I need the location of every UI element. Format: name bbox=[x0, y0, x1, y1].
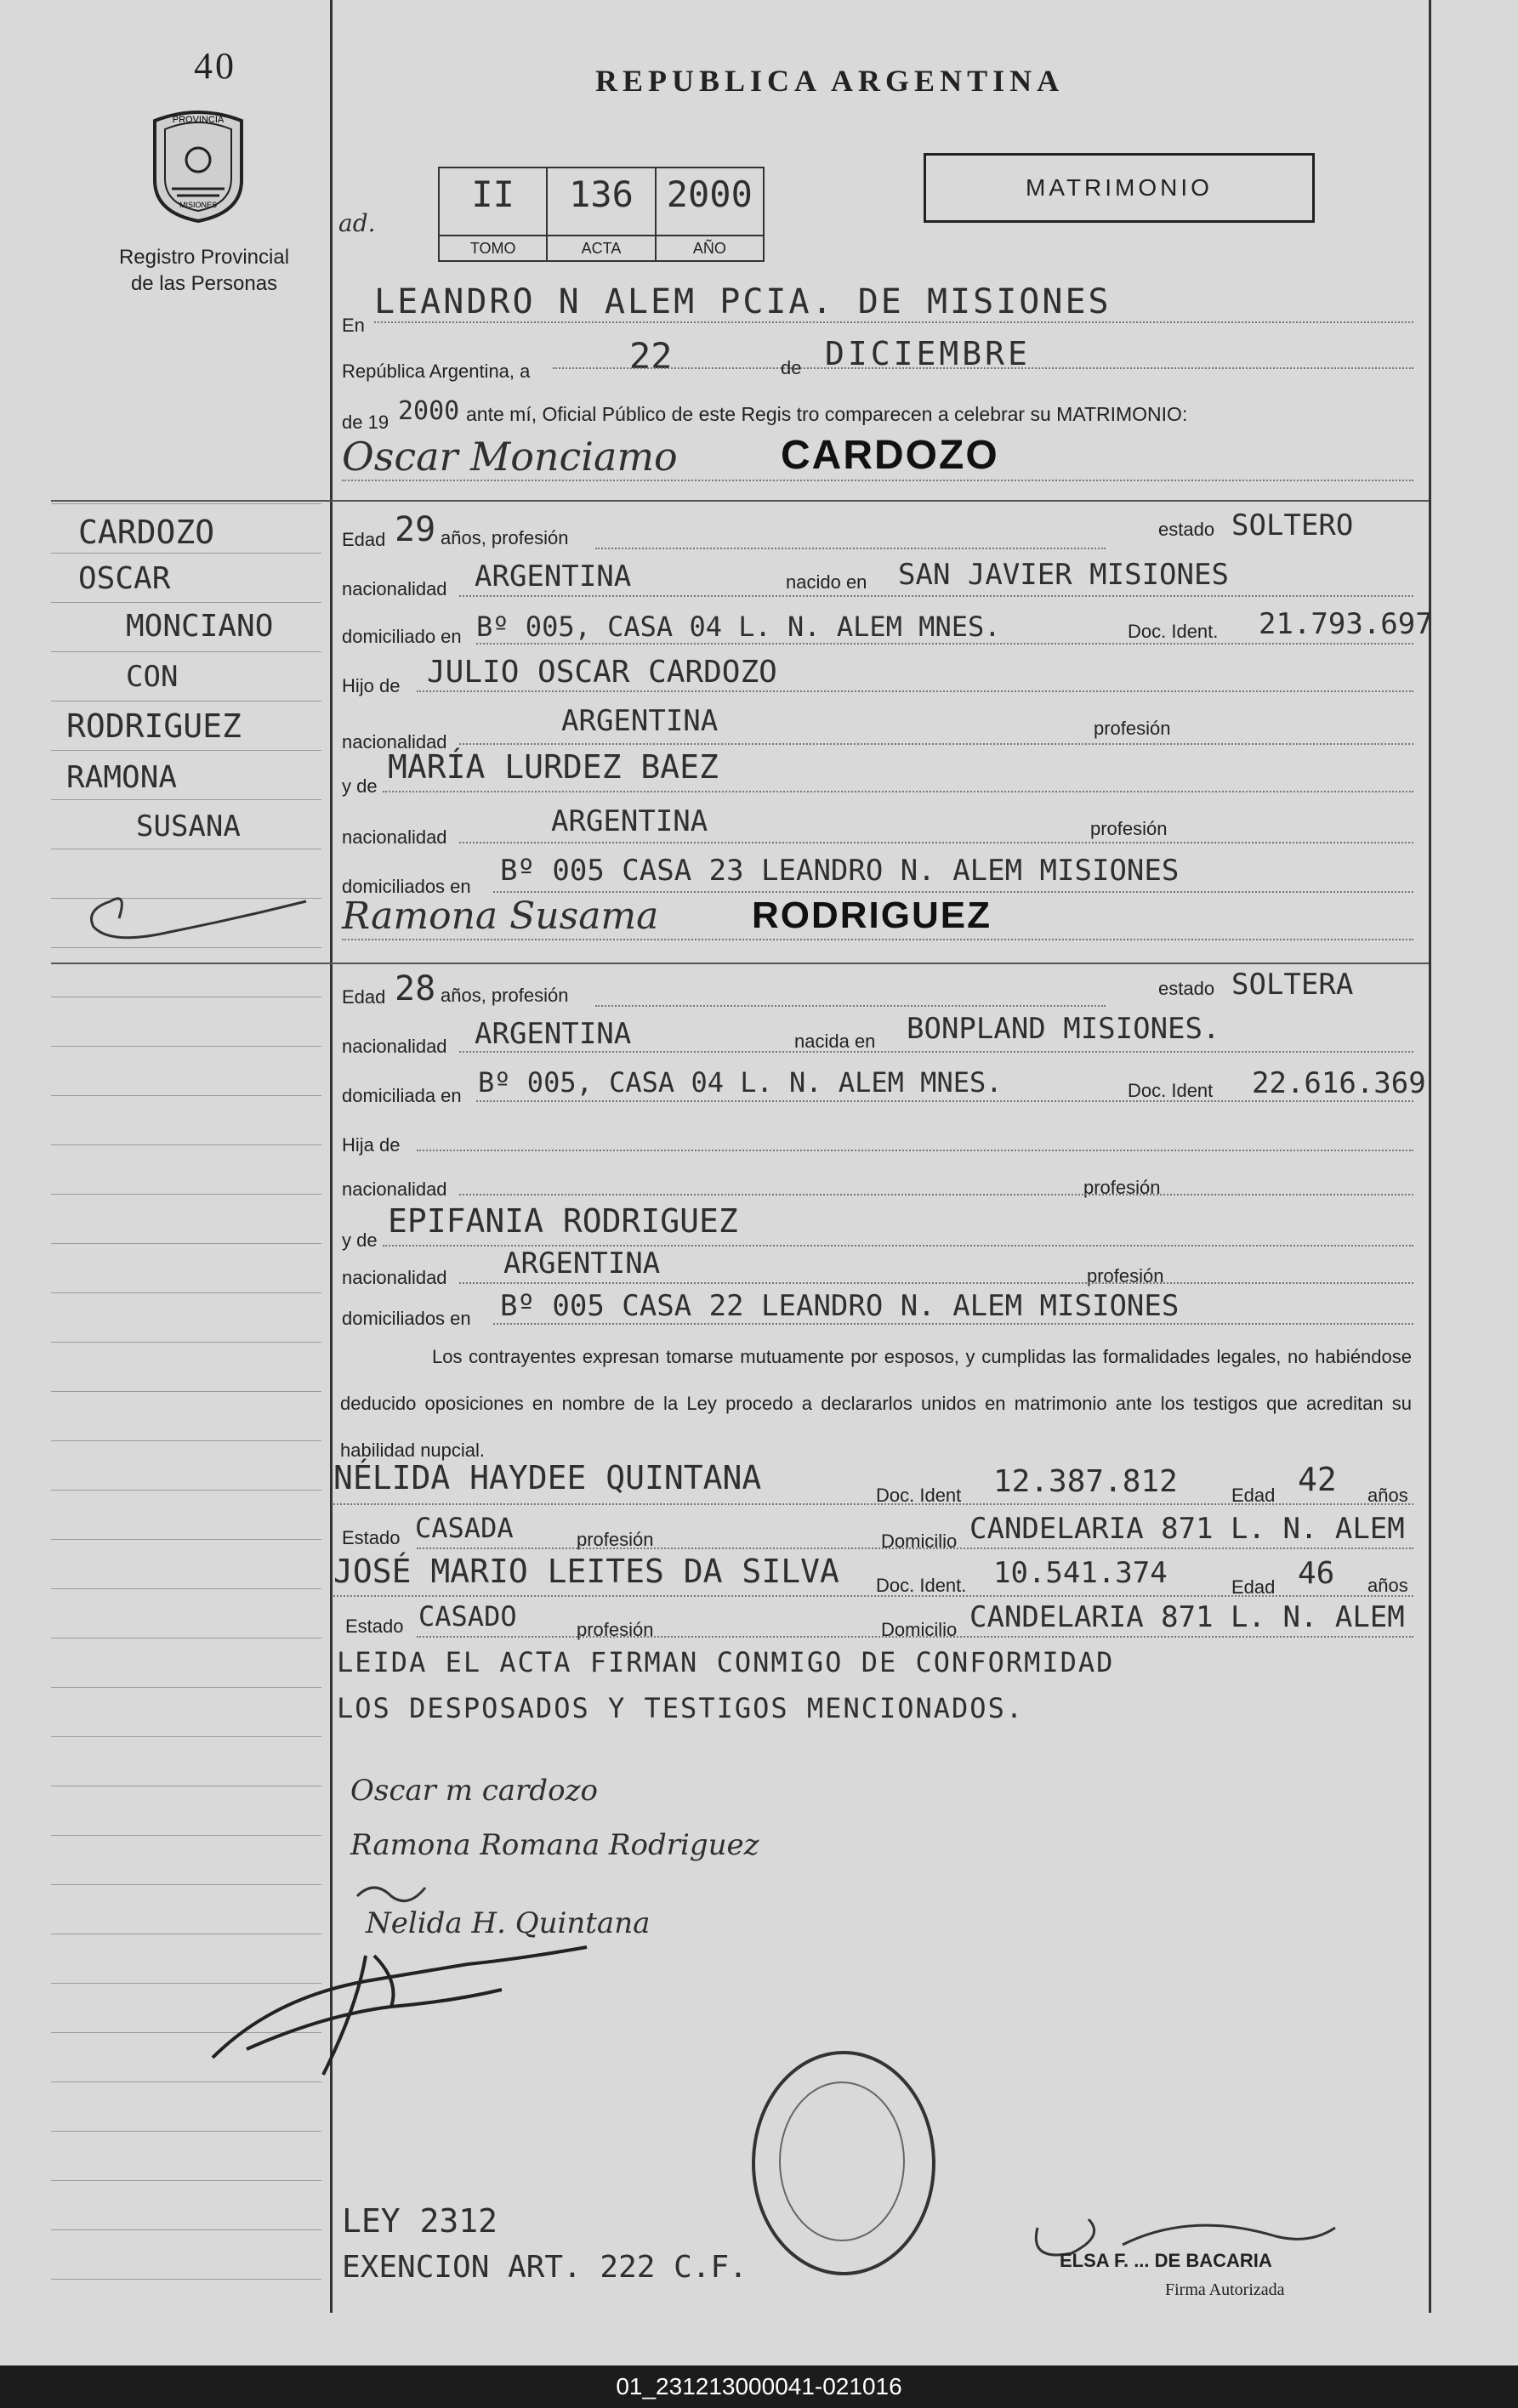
registry-name: Registro Provincial de las Personas bbox=[118, 246, 290, 295]
provincial-crest-icon bbox=[146, 104, 250, 223]
margin-line3: MONCIANO bbox=[126, 609, 274, 644]
witness2-estado-line bbox=[417, 1636, 1413, 1638]
year-value: 2000 bbox=[398, 396, 460, 426]
bride-birthplace: BONPLAND MISIONES. bbox=[907, 1012, 1220, 1046]
groom-edad-label: Edad bbox=[342, 529, 386, 550]
bride-father-line bbox=[459, 1194, 1413, 1195]
witness2-doc: 10.541.374 bbox=[993, 1556, 1168, 1590]
margin-flourish-icon bbox=[77, 884, 315, 952]
bride-parents-dom-label: domiciliados en bbox=[342, 1308, 471, 1329]
tomo-acta-box bbox=[438, 167, 765, 262]
bride-edad-label: Edad bbox=[342, 986, 386, 1008]
record-type-box: MATRIMONIO bbox=[924, 153, 1315, 223]
bride-nac-line bbox=[459, 1051, 1413, 1053]
bride-father-nac-label: nacionalidad bbox=[342, 1178, 447, 1200]
groom-father-nat: ARGENTINA bbox=[561, 704, 719, 738]
witness1-edad-label: Edad bbox=[1231, 1485, 1276, 1506]
groom-father-line bbox=[459, 743, 1413, 745]
groom-mother-line bbox=[383, 791, 1413, 792]
groom-address: Bº 005, CASA 04 L. N. ALEM MNES. bbox=[476, 611, 1001, 643]
crest-text-top: PROVINCIA bbox=[172, 115, 225, 125]
groom-birthplace: SAN JAVIER MISIONES bbox=[898, 558, 1229, 592]
witness2-name: JOSÉ MARIO LEITES DA SILVA bbox=[333, 1553, 839, 1590]
signature-bride: Ramona Romana Rodriguez bbox=[350, 1828, 759, 1862]
groom-nacido-label: nacido en bbox=[786, 571, 867, 593]
country-title: REPUBLICA ARGENTINA bbox=[595, 64, 1065, 98]
exemption-note: EXENCION ART. 222 C.F. bbox=[342, 2250, 748, 2285]
bride-address: Bº 005, CASA 04 L. N. ALEM MNES. bbox=[478, 1066, 1003, 1099]
bride-parents-line bbox=[493, 1323, 1413, 1325]
acta-cell: 136 ACTA bbox=[548, 168, 656, 260]
groom-mother-nac-label: nacionalidad bbox=[342, 826, 447, 848]
groom-profesion-label: años, profesión bbox=[441, 527, 569, 548]
bride-nationality: ARGENTINA bbox=[475, 1017, 632, 1051]
closing-line2: LOS DESPOSADOS Y TESTIGOS MENCIONADOS. bbox=[337, 1692, 1025, 1724]
republic-label: República Argentina, a bbox=[342, 361, 531, 382]
witness2-edad-label: Edad bbox=[1231, 1576, 1276, 1598]
margin-line6: RAMONA bbox=[66, 760, 178, 795]
witness1-anos-label: años bbox=[1367, 1485, 1408, 1506]
bride-name-line bbox=[342, 939, 1413, 940]
witness1-doc-label: Doc. Ident bbox=[876, 1485, 962, 1506]
place-line bbox=[374, 321, 1413, 323]
bride-hija-label: Hija de bbox=[342, 1134, 401, 1156]
groom-surname-stamp: CARDOZO bbox=[781, 433, 999, 478]
official-name: ELSA F. ... DE BACARIA bbox=[1060, 2250, 1272, 2271]
margin-line7: SUSANA bbox=[136, 809, 241, 843]
groom-name: Oscar Monciamo bbox=[342, 434, 678, 480]
groom-age: 29 bbox=[395, 510, 436, 549]
place-value: LEANDRO N ALEM PCIA. DE MISIONES bbox=[374, 282, 1111, 321]
closing-line1: LEIDA EL ACTA FIRMAN CONMIGO DE CONFORMIDAD bbox=[337, 1646, 1115, 1678]
bride-father-prof-label: profesión bbox=[1083, 1177, 1161, 1198]
witness2-line bbox=[333, 1595, 1413, 1597]
bride-hija-line bbox=[417, 1150, 1413, 1151]
groom-nac-line bbox=[459, 595, 1413, 597]
bride-dom-line bbox=[476, 1100, 1413, 1102]
groom-doc-label: Doc. Ident. bbox=[1128, 621, 1219, 642]
margin-line1: CARDOZO bbox=[78, 514, 215, 551]
groom-hijo-line bbox=[417, 690, 1413, 692]
groom-father-nac-label: nacionalidad bbox=[342, 731, 447, 752]
witness1-estado: CASADA bbox=[415, 1512, 514, 1544]
bride-surname-stamp: RODRIGUEZ bbox=[752, 894, 992, 936]
de-label: de bbox=[781, 357, 802, 378]
signature-witness1: Nelida H. Quintana bbox=[366, 1906, 651, 1940]
bride-nacida-label: nacida en bbox=[794, 1031, 876, 1052]
witness2-estado: CASADO bbox=[418, 1600, 517, 1633]
tomo-cell: II TOMO bbox=[440, 168, 548, 260]
witness1-estado-line bbox=[417, 1548, 1413, 1549]
law-note: LEY 2312 bbox=[342, 2202, 498, 2240]
witness2-address: CANDELARIA 871 L. N. ALEM bbox=[969, 1600, 1405, 1634]
anio-cell: 2000 AÑO bbox=[657, 168, 763, 260]
groom-name-line bbox=[342, 480, 1413, 481]
groom-father: JULIO OSCAR CARDOZO bbox=[427, 655, 777, 690]
groom-nacionalidad-label: nacionalidad bbox=[342, 578, 447, 599]
bride-mother-nat: ARGENTINA bbox=[503, 1247, 661, 1281]
date-line bbox=[553, 367, 1413, 369]
groom-doc: 21.793.697 bbox=[1259, 607, 1433, 641]
signature-groom: Oscar m cardozo bbox=[350, 1774, 598, 1808]
bride-profesion-label: años, profesión bbox=[441, 985, 569, 1006]
groom-estado: SOLTERO bbox=[1231, 508, 1354, 542]
groom-dom-line bbox=[476, 643, 1413, 645]
day-value: 22 bbox=[629, 335, 673, 377]
witness2-estado-label: Estado bbox=[345, 1616, 404, 1637]
section-separator-groom bbox=[51, 500, 1429, 502]
bride-domiciliada-label: domiciliada en bbox=[342, 1085, 462, 1106]
witness2-dom-label: Domicilio bbox=[881, 1619, 958, 1640]
bride-estado-label: estado bbox=[1158, 978, 1215, 999]
groom-parents-dom-label: domiciliados en bbox=[342, 876, 471, 897]
appear-text: ante mí, Oficial Público de este Regis tro comparecen a celebrar su MATRIMONIO: bbox=[466, 403, 1188, 425]
de-year-label: de 19 bbox=[342, 412, 389, 433]
groom-mother-nat: ARGENTINA bbox=[551, 804, 708, 838]
groom-parents-line bbox=[493, 891, 1413, 893]
witness2-anos-label: años bbox=[1367, 1575, 1408, 1596]
groom-nationality: ARGENTINA bbox=[475, 559, 632, 593]
witness2-prof-label: profesión bbox=[577, 1619, 654, 1640]
witness1-prof-label: profesión bbox=[577, 1529, 654, 1550]
bride-doc-label: Doc. Ident bbox=[1128, 1080, 1214, 1101]
act-prefix: ad. bbox=[338, 209, 376, 237]
bride-nacionalidad-label: nacionalidad bbox=[342, 1036, 447, 1057]
bride-estado: SOLTERA bbox=[1231, 968, 1354, 1002]
groom-profesion-line bbox=[595, 548, 1106, 549]
groom-domiciliado-label: domiciliado en bbox=[342, 626, 462, 647]
bride-doc: 22.616.369 bbox=[1252, 1066, 1426, 1100]
bride-mother-nac-label: nacionalidad bbox=[342, 1267, 447, 1288]
signature-witness2-icon bbox=[196, 1930, 672, 2083]
witness1-line bbox=[333, 1503, 1413, 1505]
right-border bbox=[1429, 0, 1431, 2313]
bride-yde-label: y de bbox=[342, 1230, 378, 1251]
page-number: 40 bbox=[194, 45, 236, 87]
signature-scribble-icon bbox=[349, 1871, 451, 1913]
official-title: Firma Autorizada bbox=[1165, 2280, 1285, 2299]
month-value: DICIEMBRE bbox=[825, 335, 1031, 372]
witness2-age: 46 bbox=[1298, 1556, 1335, 1591]
margin-line4: CON bbox=[126, 660, 179, 694]
witness1-estado-label: Estado bbox=[342, 1527, 401, 1548]
bride-mother-nac-line bbox=[459, 1282, 1413, 1284]
section-separator-bride bbox=[51, 963, 1429, 964]
groom-yde-label: y de bbox=[342, 775, 378, 797]
bride-mother-prof-label: profesión bbox=[1087, 1265, 1164, 1286]
witness1-doc: 12.387.812 bbox=[993, 1464, 1178, 1499]
bride-age: 28 bbox=[395, 969, 436, 1008]
margin-line5: RODRIGUEZ bbox=[66, 707, 242, 745]
groom-mother-prof-label: profesión bbox=[1090, 818, 1168, 839]
witness1-dom-label: Domicilio bbox=[881, 1531, 958, 1552]
declaration-text: Los contrayentes expresan tomarse mutuamente por esposos, y cumplidas las formalidades legales, no habiéndose deducido oposiciones en nombre de la Ley procedo a declararlos unidos en matrimonio ante los testigos que acreditan su habilidad nupcial. bbox=[340, 1346, 1412, 1461]
crest-text-bottom: MISIONES bbox=[179, 201, 218, 209]
groom-estado-label: estado bbox=[1158, 519, 1215, 540]
margin-line2: OSCAR bbox=[78, 561, 171, 596]
bride-profesion-line bbox=[595, 1005, 1106, 1007]
bride-mother: EPIFANIA RODRIGUEZ bbox=[388, 1202, 738, 1240]
groom-hijo-label: Hijo de bbox=[342, 675, 401, 696]
witness1-name: NÉLIDA HAYDEE QUINTANA bbox=[333, 1459, 762, 1496]
official-seal-icon bbox=[752, 2051, 935, 2275]
groom-parents-addr: Bº 005 CASA 23 LEANDRO N. ALEM MISIONES bbox=[500, 854, 1180, 888]
groom-mother: MARÍA LURDEZ BAEZ bbox=[388, 748, 719, 786]
bride-name: Ramona Susama bbox=[342, 894, 659, 938]
image-code: 01_231213000041-021016 bbox=[616, 2373, 902, 2399]
bride-parents-addr: Bº 005 CASA 22 LEANDRO N. ALEM MISIONES bbox=[500, 1289, 1180, 1323]
groom-father-prof-label: profesión bbox=[1094, 718, 1171, 739]
witness2-doc-label: Doc. Ident. bbox=[876, 1575, 967, 1596]
en-label: En bbox=[342, 315, 365, 336]
witness1-address: CANDELARIA 871 L. N. ALEM bbox=[969, 1512, 1405, 1546]
groom-mother-nac-line bbox=[459, 842, 1413, 843]
witness1-age: 42 bbox=[1298, 1461, 1337, 1498]
